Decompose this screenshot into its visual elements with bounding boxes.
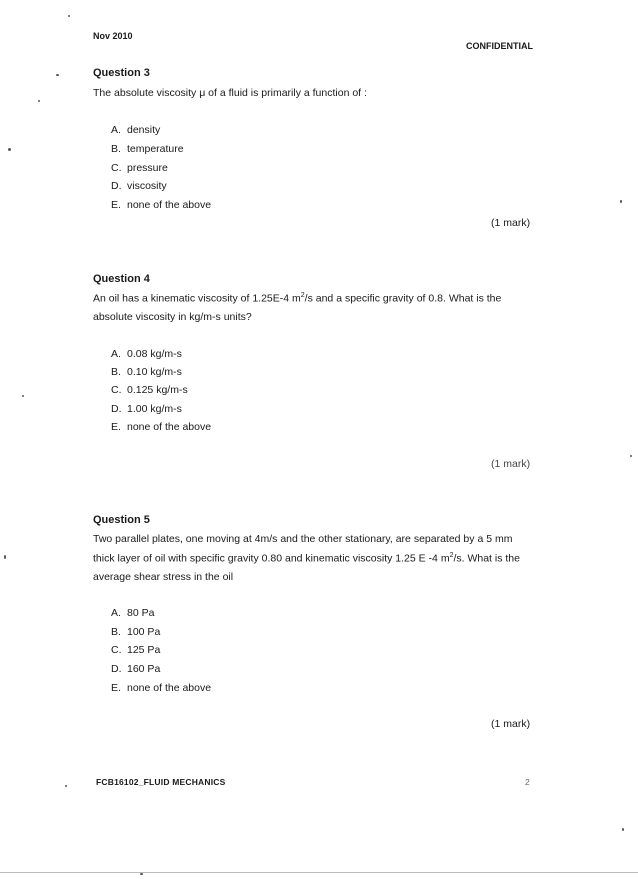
- scan-speck: [622, 828, 624, 831]
- footer-course-code: FCB16102_FLUID MECHANICS: [96, 777, 226, 787]
- option-letter: E.: [111, 199, 121, 211]
- question-5-title: Question 5: [93, 514, 150, 526]
- q5-option-a: [111, 607, 154, 619]
- q5-option-b: [111, 626, 160, 638]
- q3-option-e: [111, 199, 211, 211]
- question-5-text-line3: average shear stress in the oil: [93, 571, 234, 583]
- option-letter: C.: [111, 644, 122, 656]
- q5-text-part: /s. What is the: [453, 552, 520, 565]
- option-letter: D.: [111, 180, 122, 192]
- scan-edge-line: [0, 872, 638, 873]
- q3-mark: (1 mark): [491, 217, 531, 229]
- option-text: viscosity: [127, 180, 167, 192]
- option-letter: B.: [111, 366, 121, 378]
- question-3-title: Question 3: [93, 67, 150, 79]
- confidential-label: CONFIDENTIAL: [466, 41, 533, 51]
- option-letter: E.: [111, 421, 121, 433]
- question-4-title: Question 4: [93, 273, 150, 285]
- scan-speck: [68, 15, 70, 17]
- option-letter: C.: [111, 384, 122, 396]
- q4-option-c: [111, 384, 188, 396]
- footer-page-number: 2: [525, 777, 530, 787]
- option-text: pressure: [127, 162, 168, 174]
- q4-superscript: 2: [300, 292, 305, 299]
- q3-option-a: [111, 124, 160, 136]
- scan-speck: [56, 74, 59, 76]
- option-text: 80 Pa: [127, 607, 155, 619]
- scan-speck: [620, 200, 622, 203]
- option-letter: D.: [111, 403, 122, 415]
- question-5-text-line2: [93, 552, 520, 565]
- option-text: none of the above: [127, 682, 212, 694]
- q3-option-d: [111, 180, 167, 192]
- option-letter: A.: [111, 607, 121, 619]
- q5-option-d: [111, 663, 160, 675]
- q3-option-c: [111, 162, 168, 174]
- option-text: 1.00 kg/m-s: [127, 403, 182, 415]
- q5-option-c: [111, 644, 160, 656]
- question-3-text: The absolute viscosity μ of a fluid is primarily a function of :: [93, 87, 367, 99]
- option-text: 125 Pa: [127, 644, 161, 656]
- q4-text-part: /s and a specific gravity of 0.8. What is the: [304, 292, 502, 305]
- option-text: 100 Pa: [127, 626, 161, 638]
- q4-text-part: An oil has a kinematic viscosity of 1.25E-4 m: [93, 292, 301, 305]
- scan-speck: [4, 555, 6, 559]
- option-letter: E.: [111, 682, 121, 694]
- option-text: density: [127, 124, 161, 136]
- q4-option-b: [111, 366, 182, 378]
- q4-option-a: [111, 348, 182, 360]
- q4-option-d: [111, 403, 182, 415]
- option-letter: B.: [111, 626, 121, 638]
- exam-date: Nov 2010: [93, 31, 133, 41]
- scan-speck: [65, 785, 67, 787]
- option-letter: A.: [111, 348, 121, 360]
- option-text: 0.10 kg/m-s: [127, 366, 182, 378]
- scan-speck: [140, 873, 143, 875]
- option-letter: A.: [111, 124, 121, 136]
- q4-option-e: [111, 421, 211, 433]
- option-text: 0.08 kg/m-s: [127, 348, 182, 360]
- q5-mark: (1 mark): [491, 718, 531, 730]
- q5-superscript: 2: [449, 552, 454, 559]
- option-text: none of the above: [127, 199, 212, 211]
- option-letter: C.: [111, 162, 122, 174]
- question-5-text-line1: Two parallel plates, one moving at 4m/s and the other stationary, are separated by a 5 mm: [93, 533, 513, 545]
- scan-speck: [38, 100, 40, 102]
- option-letter: D.: [111, 663, 122, 675]
- q3-option-b: [111, 143, 184, 155]
- option-text: 160 Pa: [127, 663, 161, 675]
- option-text: 0.125 kg/m-s: [127, 384, 188, 396]
- scan-speck: [22, 395, 24, 397]
- question-4-text-line1: [93, 292, 501, 305]
- option-letter: B.: [111, 143, 121, 155]
- option-text: temperature: [127, 143, 184, 155]
- scan-speck: [630, 455, 632, 457]
- option-text: none of the above: [127, 421, 212, 433]
- q4-mark: (1 mark): [491, 458, 531, 470]
- question-4-text-line2: absolute viscosity in kg/m-s units?: [93, 311, 252, 323]
- q5-option-e: [111, 682, 211, 694]
- q5-text-part: thick layer of oil with specific gravity 0.80 and kinematic viscosity 1.25 E -4 m: [93, 552, 450, 565]
- scan-speck: [8, 148, 11, 151]
